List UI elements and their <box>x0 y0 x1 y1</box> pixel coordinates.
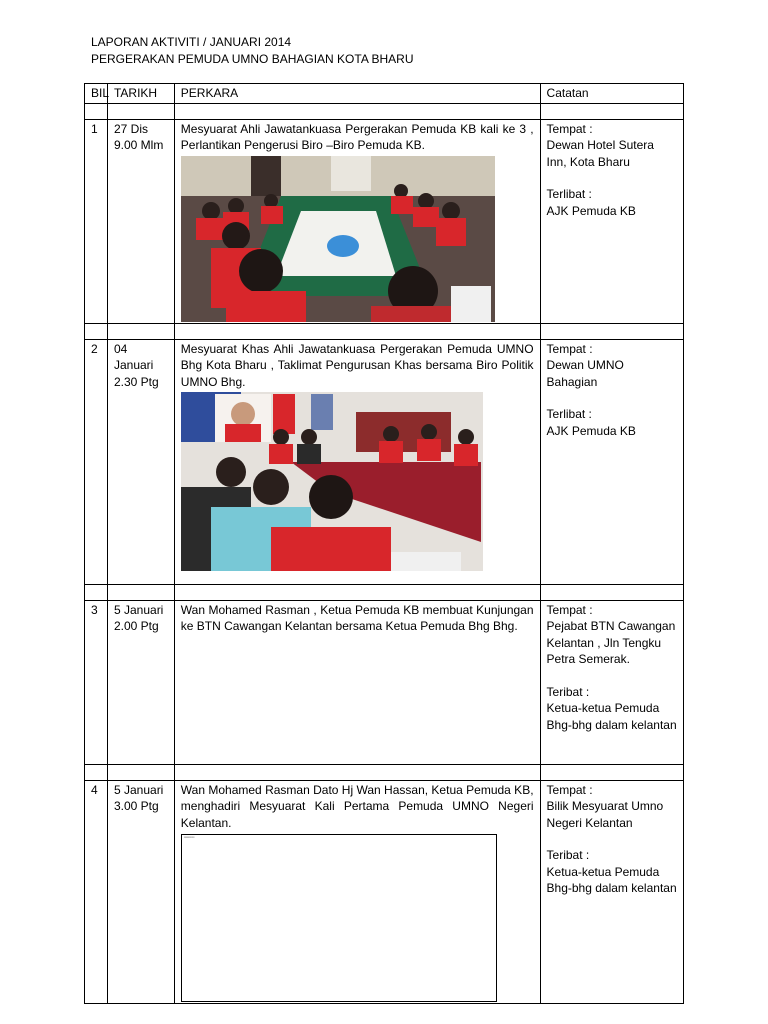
row-number: 3 <box>85 600 108 764</box>
terlibat-label: Terlibat : <box>546 187 592 201</box>
table-row <box>85 339 684 584</box>
table-row <box>85 119 684 323</box>
date-day: 5 Januari <box>113 782 164 797</box>
date-time: 3.00 Ptg <box>113 799 159 813</box>
spacer-row <box>85 103 684 119</box>
col-header-perkara: PERKARA <box>174 84 540 104</box>
row-number: 1 <box>85 119 108 323</box>
row-perkara <box>174 119 540 323</box>
tempat-label: Tempat : <box>546 341 593 356</box>
table-row <box>85 600 684 764</box>
meeting-photo <box>181 392 483 571</box>
terlibat-value: Ketua-ketua Pemuda Bhg-bhg dalam kelantan <box>546 864 677 895</box>
date-day: 27 Dis <box>113 121 148 136</box>
col-header-catatan: Catatan <box>540 84 683 104</box>
spacer-row <box>85 584 684 600</box>
tempat-value: Dewan Hotel Sutera Inn, Kota Bharu <box>546 138 654 169</box>
terlibat-value: AJK Pemuda KB <box>546 203 636 218</box>
table-row <box>85 780 684 1004</box>
date-time: 9.00 Mlm <box>113 138 164 152</box>
terlibat-label: Terlibat : <box>546 407 592 421</box>
col-header-bil: BIL <box>85 84 108 104</box>
row-perkara <box>174 600 540 764</box>
perkara-text: Wan Mohamed Rasman Dato Hj Wan Hassan, Ketua Pemuda KB, menghadiri Mesyuarat Kali Pertama Pemuda UMNO Negeri Kelantan. <box>180 782 534 830</box>
spacer-row <box>85 764 684 780</box>
date-time: 2.30 Ptg <box>113 374 159 389</box>
row-catatan <box>540 339 683 584</box>
photo-frame-caption-mark: ▪▪▪▪▪▪▪▪▪▪ <box>183 835 195 839</box>
date-time: 2.00 Ptg <box>113 619 159 633</box>
report-title: LAPORAN AKTIVITI / JANUARI 2014 <box>91 35 292 49</box>
terlibat-label: Teribat : <box>546 684 590 699</box>
tempat-value: Pejabat BTN Cawangan Kelantan , Jln Tengku Petra Semerak. <box>546 619 676 666</box>
tempat-value: Bilik Mesyuarat Umno Negeri Kelantan <box>546 799 664 830</box>
perkara-text: Mesyuarat Ahli Jawatankuasa Pergerakan Pemuda KB kali ke 3 , Perlantikan Pengerusi Biro –Biro Pemuda KB. <box>180 121 534 152</box>
row-number: 2 <box>85 339 108 584</box>
row-date <box>107 119 174 323</box>
tempat-label: Tempat : <box>546 121 593 136</box>
row-catatan <box>540 600 683 764</box>
date-day: 04 Januari <box>113 341 154 372</box>
tempat-label: Tempat : <box>546 782 593 797</box>
report-header <box>91 34 414 68</box>
row-perkara <box>174 780 540 1004</box>
empty-photo-frame <box>181 834 497 1002</box>
meeting-photo <box>181 156 495 322</box>
row-date <box>107 600 174 764</box>
terlibat-value: Ketua-ketua Pemuda Bhg-bhg dalam kelantan <box>546 701 677 732</box>
terlibat-value: AJK Pemuda KB <box>546 423 636 438</box>
row-number: 4 <box>85 780 108 1004</box>
row-catatan <box>540 780 683 1004</box>
row-date <box>107 339 174 584</box>
report-subtitle: PERGERAKAN PEMUDA UMNO BAHAGIAN KOTA BHARU <box>91 52 414 66</box>
terlibat-label: Teribat : <box>546 848 590 862</box>
row-perkara <box>174 339 540 584</box>
date-day: 5 Januari <box>113 602 164 617</box>
tempat-value: Dewan UMNO Bahagian <box>546 358 624 389</box>
tempat-label: Tempat : <box>546 602 593 617</box>
perkara-text: Mesyuarat Khas Ahli Jawatankuasa Pergerakan Pemuda UMNO Bhg Kota Bharu , Taklimat Pengurusan Khas bersama Biro Politik UMNO Bhg. <box>180 341 534 389</box>
table-header-row <box>85 84 684 104</box>
row-date <box>107 780 174 1004</box>
spacer-row <box>85 323 684 339</box>
row-catatan <box>540 119 683 323</box>
col-header-tarikh: TARIKH <box>107 84 174 104</box>
perkara-text: Wan Mohamed Rasman , Ketua Pemuda KB membuat Kunjungan ke BTN Cawangan Kelantan bersama Ketua Pemuda Bhg Bhg. <box>180 602 534 633</box>
activity-table <box>84 83 684 1004</box>
